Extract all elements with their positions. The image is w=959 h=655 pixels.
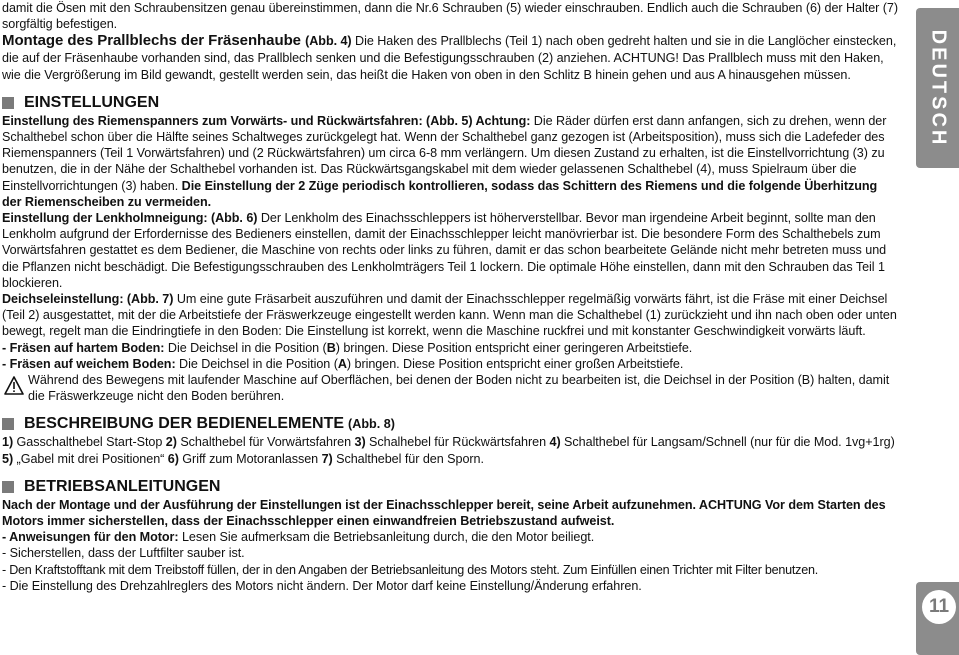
soft-ground-item: - Fräsen auf weichem Boden: Die Deichsel in die Position (A) bringen. Diese Position entspricht einer großen Arbeitstiefe. xyxy=(2,356,684,371)
hard-ground-item: - Fräsen auf hartem Boden: Die Deichsel in die Position (B) bringen. Diese Position entspricht einer geringeren Arbeitstiefe. xyxy=(2,340,693,355)
betrieb-heading: BETRIEBSANLEITUNGEN xyxy=(2,477,900,497)
language-tab xyxy=(916,8,959,168)
riemenspanner-paragraph: Einstellung des Riemenspanners zum Vorwärts- und Rückwärtsfahren: (Abb. 5) Achtung: Die Räder dürfen erst dann anfangen, sich zu drehen, wenn der Schalthebel schon über die Hälfte seines Schaltweges zurückgelegt hat. Wenn der Schalthebel ganz gezogen ist (Arbeitsposition), muss sich die Ladefeder des Riemenspanners (Teil 1 Vorwärtsfahren) und (2 Rückwärtsfahren) um circa 6-8 mm verlängern. Um diesen Zustand zu erhalten, ist die Einstellvorrichtung (3) zu benutzen, die in der Nähe der Schalthebel vorhanden ist. Das Rückwärtsgangskabel mit dem wieder gelassenen Schalthebel (4), muss Spielraum über die Einstellvorrichtungen (3) haben. Die Einstellung der 2 Züge periodisch kontrollieren, sodass das Schittern des Riemens und die folgende Überhitzung der Riemenscheiben zu vermeiden. xyxy=(2,113,887,209)
page-number: 11 xyxy=(928,596,950,617)
betrieb-intro: Nach der Montage und der Ausführung der Einstellungen ist der Einachsschlepper bereit, seine Arbeit aufzunehmen. ACHTUNG Vor dem Starten des Motors immer sicherstellen, dass der Einachsschlepper einen einwandfreien Betriebszustand aufweist. xyxy=(2,497,886,529)
lenkholm-paragraph: Einstellung der Lenkholmneigung: (Abb. 6) Der Lenkholm des Einachsschleppers ist höherverstellbar. Bevor man irgendeine Arbeit beginnt, sollte man den Lenkholm aufgrund der Erfordernisse des Bedieners einstellen, damit der Einachsschlepper leicht manövrierbar ist. Die besondere Form des Schalthebels zum Vorwärtsfahren gestattet es dem Bediener, die Maschine von rechts oder links zu führen, damit er das schon bearbeitete Gelände nicht mehr betreten muss und die Pflanzen nicht beschädigt. Die Befestigungsschrauben des Lenkholmträgers Teil 1 lockern. Die optimale Höhe einstellen, dann mit den Schrauben das Teil 1 blockieren. xyxy=(2,211,887,290)
governor-item: - Die Einstellung des Drehzahlreglers des Motors nicht ändern. Der Motor darf keine Einstellung/Änderung erfahren. xyxy=(2,578,642,593)
manual-page-content xyxy=(2,0,900,594)
bedienelemente-list: 1) Gasschalthebel Start-Stop 2) Schalthebel für Vorwärtsfahren 3) Schalhebel für Rückwärtsfahren 4) Schalthebel für Langsam/Schnell (nur für die Mod. 1vg+1rg) 5) „Gabel mit drei Positionen“ 6) Griff zum Motoranlassen 7) Schalthebel für den Sporn. xyxy=(2,435,895,466)
bedienelemente-figure-ref: (Abb. 8) xyxy=(348,417,395,432)
warning-note xyxy=(2,372,900,404)
language-sidebar xyxy=(908,0,959,655)
bedienelemente-heading: BESCHREIBUNG DER BEDIENELEMENTE (Abb. 8) xyxy=(2,414,900,434)
einstellungen-heading: EINSTELLUNGEN xyxy=(2,93,900,113)
air-filter-item: - Sicherstellen, dass der Luftfilter sauber ist. xyxy=(2,546,245,561)
page-number-circle xyxy=(922,590,956,624)
montage-text: Die Haken des Prallblechs (Teil 1) nach oben gedreht halten und sie in die Langlöcher einstecken, die auf der Fräsenhaube vorhanden sind, das Prallblech senken und die Befestigungsschrauben (2) anziehen. ACHTUNG! Das Prallblech muss mit den Haken, wie die Vergrößerung im Bild gewandt, gestellt werden sein, das heißt die Haken von oben in den Schlitz B hinein gehen und aus A hinausgehen müssen. xyxy=(2,34,897,82)
warning-triangle-icon xyxy=(2,373,28,397)
montage-paragraph xyxy=(2,32,900,82)
section-square-icon xyxy=(2,97,14,109)
deichsel-paragraph: Deichseleinstellung: (Abb. 7) Um eine gute Fräsarbeit auszuführen und damit der Einachsschlepper regelmäßig vorwärts fährt, ist die Fräse mit einer Deichsel (Teil 2) ausgestattet, mit der die Arbeitstiefe der Fräswerkzeuge eingestellt werden kann. Wenn man die Schalthebel (1) zurückzieht und ihn nach oben oder unten bewegt, regelt man die Eindringtiefe in den Boden: Die Einstellung ist korrekt, wenn die Maschine ruckfrei und mit konstanter Geschwindigkeit vorwärts läuft. xyxy=(2,292,897,339)
montage-figure-ref: (Abb. 4) xyxy=(305,34,352,49)
warning-text: Während des Bewegens mit laufender Maschine auf Oberflächen, bei denen der Boden nicht zu bearbeiten ist, die Deichsel in der Position (B) halten, damit die Fräswerkzeuge nicht den Boden berühren. xyxy=(28,373,890,404)
section-square-icon xyxy=(2,418,14,430)
page-number-tab xyxy=(916,582,959,655)
section-square-icon xyxy=(2,481,14,493)
montage-title: Montage des Prallblechs der Fräsenhaube (Abb. 4) xyxy=(2,32,352,50)
fuel-tank-item: - Den Kraftstofftank mit dem Treibstoff füllen, der in den Angaben der Betriebsanleitung des Motors steht. Zum Einfüllen einen Trichter mit Filter benutzen. xyxy=(2,562,818,577)
motor-instructions: - Anweisungen für den Motor: Lesen Sie aufmerksam die Betriebsanleitung durch, die den Motor beiliegt. xyxy=(2,530,595,545)
language-label: DEUTSCH xyxy=(927,29,950,147)
intro-paragraph: damit die Ösen mit den Schraubensitzen genau übereinstimmen, dann die Nr.6 Schrauben (5) wieder einschrauben. Endlich auch die Schrauben (6) der Halter (7) sorgfältig befestigen. xyxy=(2,1,899,32)
